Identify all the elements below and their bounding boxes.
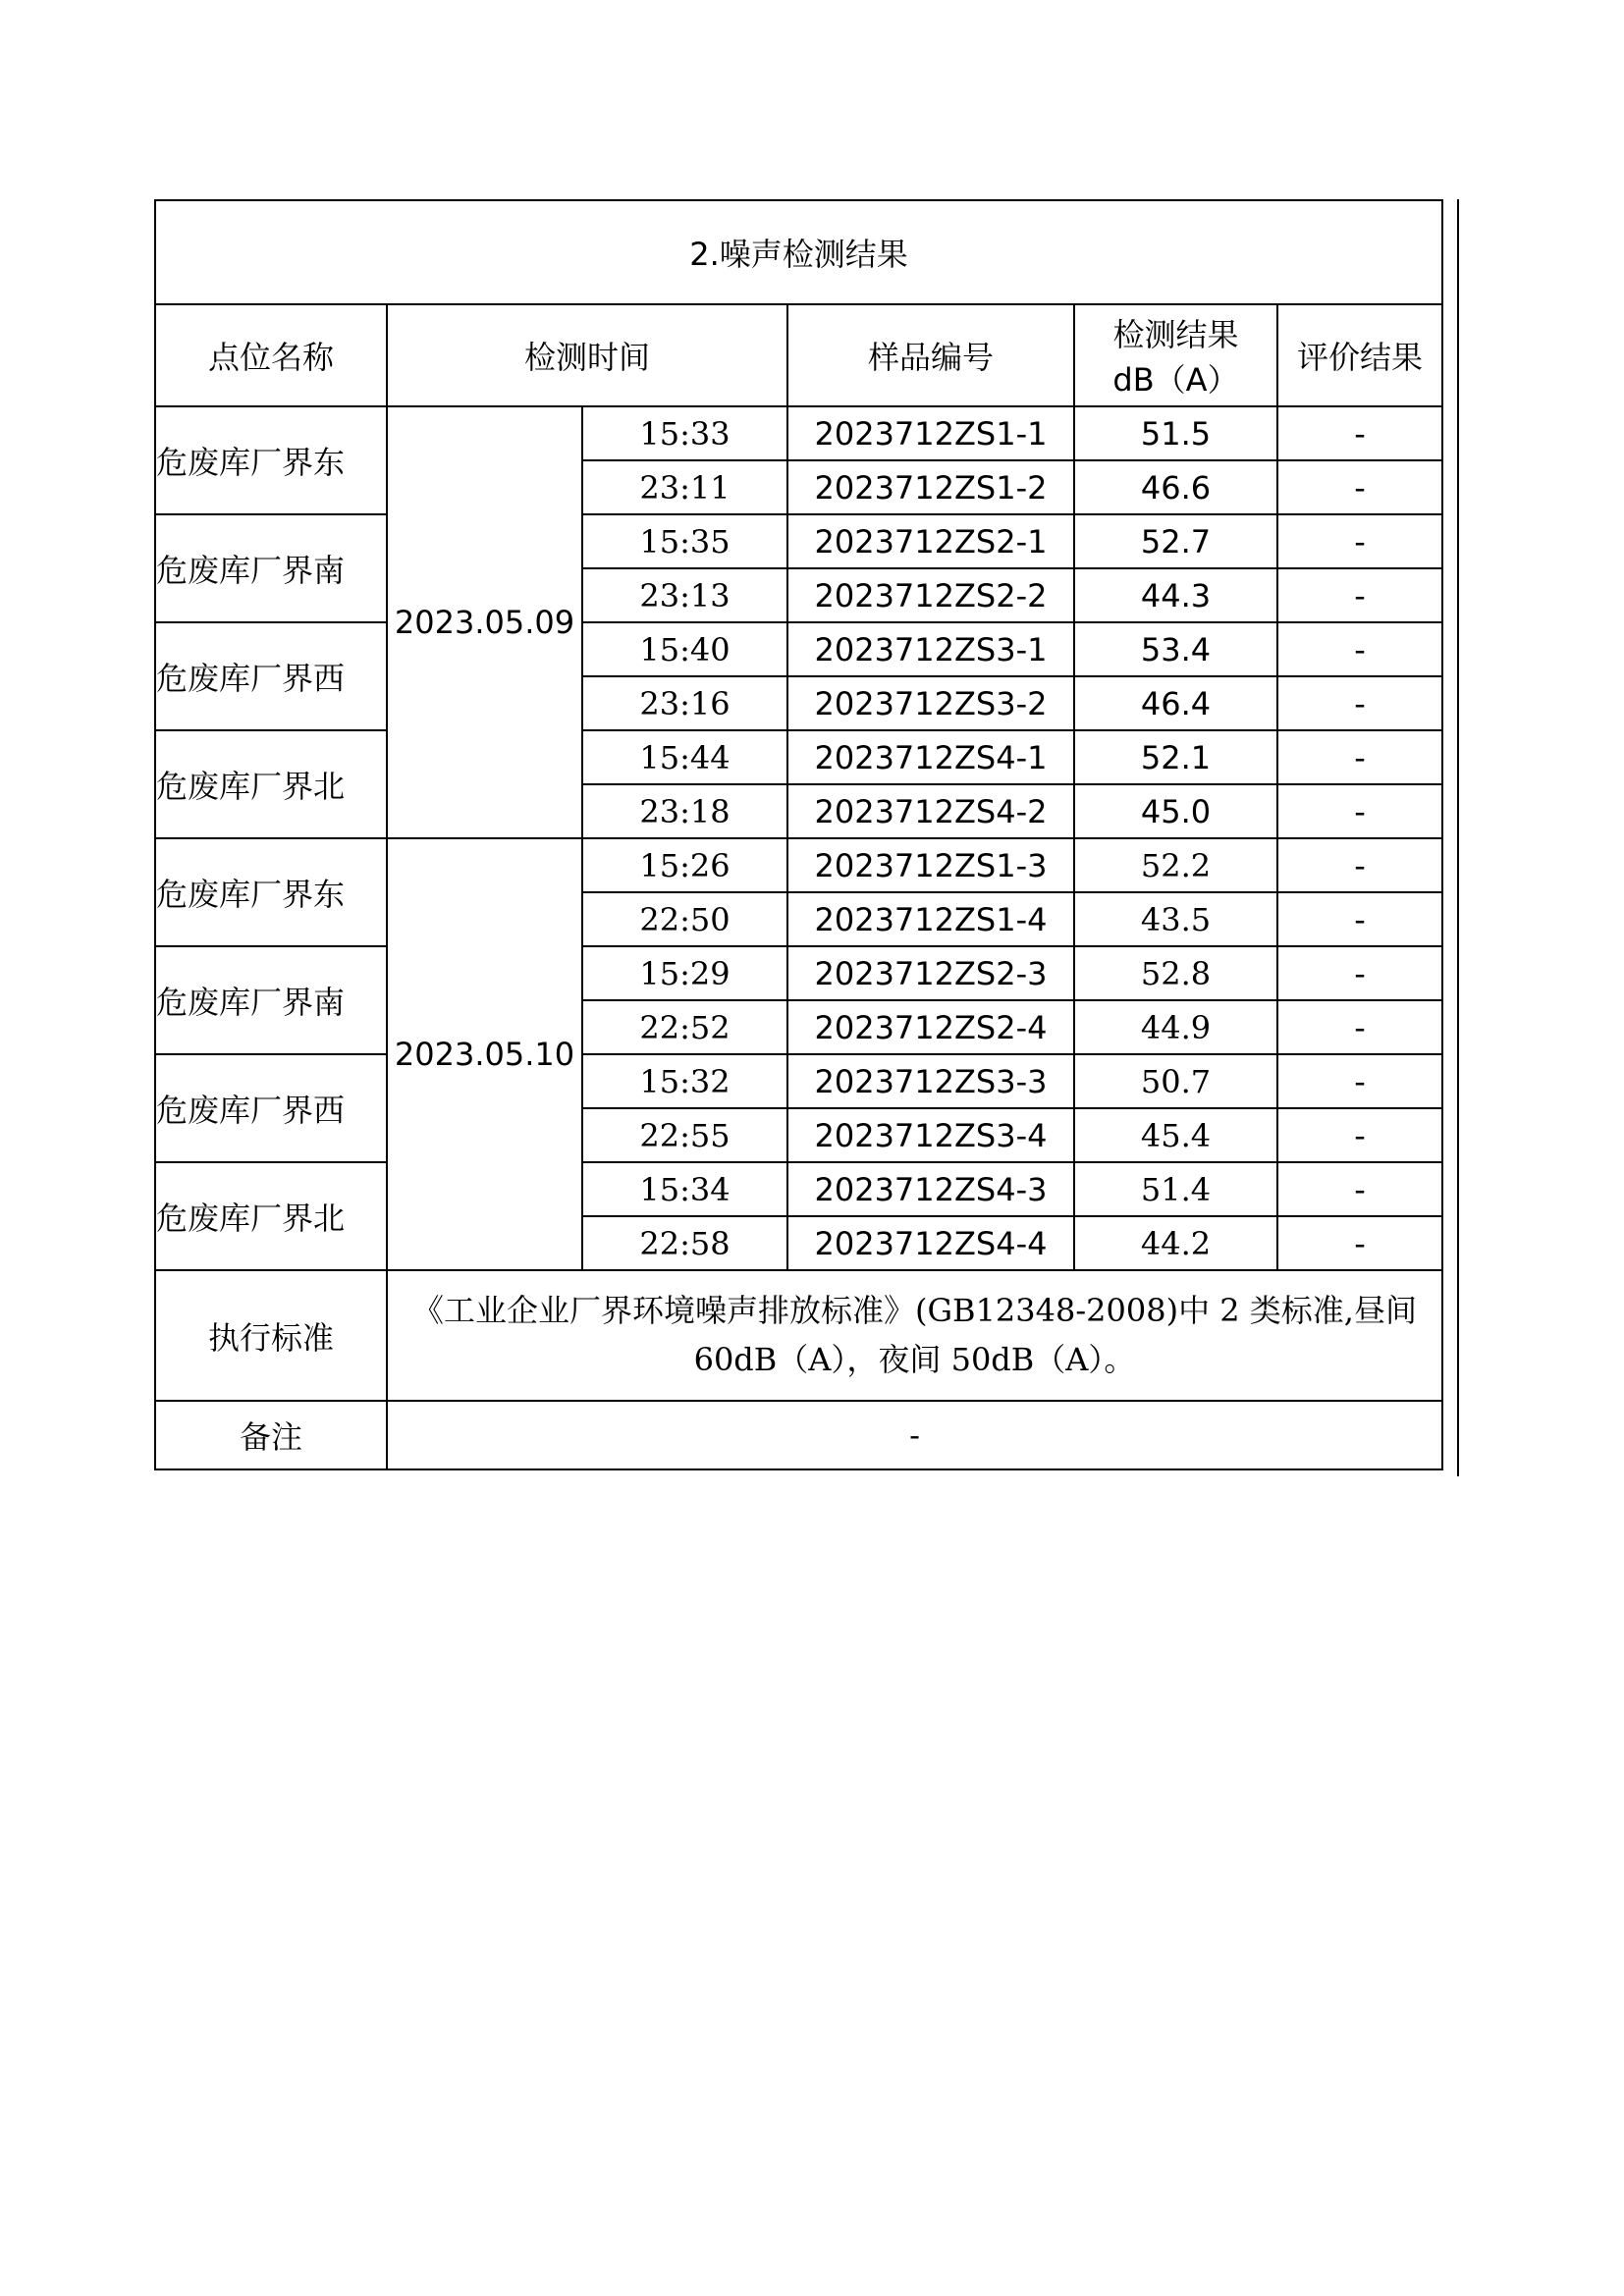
table-row	[155, 1054, 1442, 1108]
header-result-line1: 检测结果	[1112, 316, 1239, 353]
evaluation-value: -	[1277, 460, 1442, 514]
evaluation-value: -	[1277, 514, 1442, 568]
table-row	[155, 622, 1442, 676]
header-sample: 样品编号	[787, 304, 1074, 406]
test-time: 22:50	[582, 892, 787, 946]
evaluation-value: -	[1277, 838, 1442, 892]
evaluation-value: -	[1277, 1162, 1442, 1216]
sample-id: 2023712ZS3-4	[787, 1108, 1074, 1162]
sample-id: 2023712ZS1-2	[787, 460, 1074, 514]
result-value: 45.4	[1074, 1108, 1277, 1162]
sample-id: 2023712ZS1-1	[787, 406, 1074, 460]
header-evaluation: 评价结果	[1277, 304, 1442, 406]
test-time: 15:44	[582, 730, 787, 784]
sample-id: 2023712ZS2-2	[787, 568, 1074, 622]
test-time: 23:16	[582, 676, 787, 730]
sample-id: 2023712ZS3-3	[787, 1054, 1074, 1108]
test-time: 22:58	[582, 1216, 787, 1270]
sample-id: 2023712ZS2-4	[787, 1000, 1074, 1054]
table-row	[155, 406, 1442, 460]
result-value: 46.6	[1074, 460, 1277, 514]
sample-id: 2023712ZS2-1	[787, 514, 1074, 568]
standard-label: 执行标准	[155, 1270, 387, 1401]
evaluation-value: -	[1277, 1216, 1442, 1270]
test-time: 15:33	[582, 406, 787, 460]
site-name: 危废库厂界南	[155, 946, 387, 1054]
test-time: 22:52	[582, 1000, 787, 1054]
result-value: 52.2	[1074, 838, 1277, 892]
sample-id: 2023712ZS4-2	[787, 784, 1074, 838]
test-time: 23:13	[582, 568, 787, 622]
site-name: 危废库厂界南	[155, 514, 387, 622]
result-value: 52.8	[1074, 946, 1277, 1000]
evaluation-value: -	[1277, 946, 1442, 1000]
evaluation-value: -	[1277, 406, 1442, 460]
table-row	[155, 514, 1442, 568]
site-name: 危废库厂界东	[155, 838, 387, 946]
evaluation-value: -	[1277, 892, 1442, 946]
sample-id: 2023712ZS3-1	[787, 622, 1074, 676]
result-value: 52.7	[1074, 514, 1277, 568]
sample-id: 2023712ZS4-1	[787, 730, 1074, 784]
table-row	[155, 838, 1442, 892]
result-value: 51.4	[1074, 1162, 1277, 1216]
table-row	[155, 730, 1442, 784]
site-name: 危废库厂界西	[155, 1054, 387, 1162]
result-value: 44.2	[1074, 1216, 1277, 1270]
table-title: 2.噪声检测结果	[155, 200, 1442, 304]
evaluation-value: -	[1277, 676, 1442, 730]
standard-row	[155, 1270, 1442, 1401]
sample-id: 2023712ZS4-4	[787, 1216, 1074, 1270]
remark-row	[155, 1401, 1442, 1469]
test-time: 15:32	[582, 1054, 787, 1108]
test-time: 15:34	[582, 1162, 787, 1216]
result-value: 50.7	[1074, 1054, 1277, 1108]
test-time: 15:29	[582, 946, 787, 1000]
evaluation-value: -	[1277, 1108, 1442, 1162]
test-time: 23:18	[582, 784, 787, 838]
test-time: 15:40	[582, 622, 787, 676]
site-name: 危废库厂界北	[155, 1162, 387, 1270]
standard-line1: 《工业企业厂界环境噪声排放标准》(GB12348-2008)中 2 类标准,昼间	[412, 1291, 1417, 1329]
sample-id: 2023712ZS2-3	[787, 946, 1074, 1000]
evaluation-value: -	[1277, 784, 1442, 838]
test-date: 2023.05.09	[387, 406, 582, 838]
test-date: 2023.05.10	[387, 838, 582, 1270]
remark-value: -	[387, 1401, 1442, 1469]
result-value: 44.9	[1074, 1000, 1277, 1054]
result-value: 51.5	[1074, 406, 1277, 460]
result-value: 45.0	[1074, 784, 1277, 838]
header-time: 检测时间	[387, 304, 787, 406]
sample-id: 2023712ZS1-4	[787, 892, 1074, 946]
evaluation-value: -	[1277, 1000, 1442, 1054]
evaluation-value: -	[1277, 1054, 1442, 1108]
site-name: 危废库厂界东	[155, 406, 387, 514]
table-right-edge	[1457, 199, 1459, 1476]
header-result-line2: dB（A）	[1112, 361, 1239, 399]
result-value: 53.4	[1074, 622, 1277, 676]
result-value: 52.1	[1074, 730, 1277, 784]
test-time: 15:35	[582, 514, 787, 568]
standard-text	[387, 1270, 1442, 1401]
result-value: 44.3	[1074, 568, 1277, 622]
header-result	[1074, 304, 1277, 406]
noise-results-table	[154, 199, 1443, 1470]
evaluation-value: -	[1277, 568, 1442, 622]
site-name: 危废库厂界西	[155, 622, 387, 730]
header-site: 点位名称	[155, 304, 387, 406]
result-value: 43.5	[1074, 892, 1277, 946]
sample-id: 2023712ZS4-3	[787, 1162, 1074, 1216]
evaluation-value: -	[1277, 730, 1442, 784]
result-value: 46.4	[1074, 676, 1277, 730]
evaluation-value: -	[1277, 622, 1442, 676]
sample-id: 2023712ZS1-3	[787, 838, 1074, 892]
table-row	[155, 946, 1442, 1000]
test-time: 23:11	[582, 460, 787, 514]
standard-line2: 60dB（A），夜间 50dB（A）。	[693, 1340, 1136, 1378]
sample-id: 2023712ZS3-2	[787, 676, 1074, 730]
test-time: 15:26	[582, 838, 787, 892]
remark-label: 备注	[155, 1401, 387, 1469]
site-name: 危废库厂界北	[155, 730, 387, 838]
test-time: 22:55	[582, 1108, 787, 1162]
table-row	[155, 1162, 1442, 1216]
